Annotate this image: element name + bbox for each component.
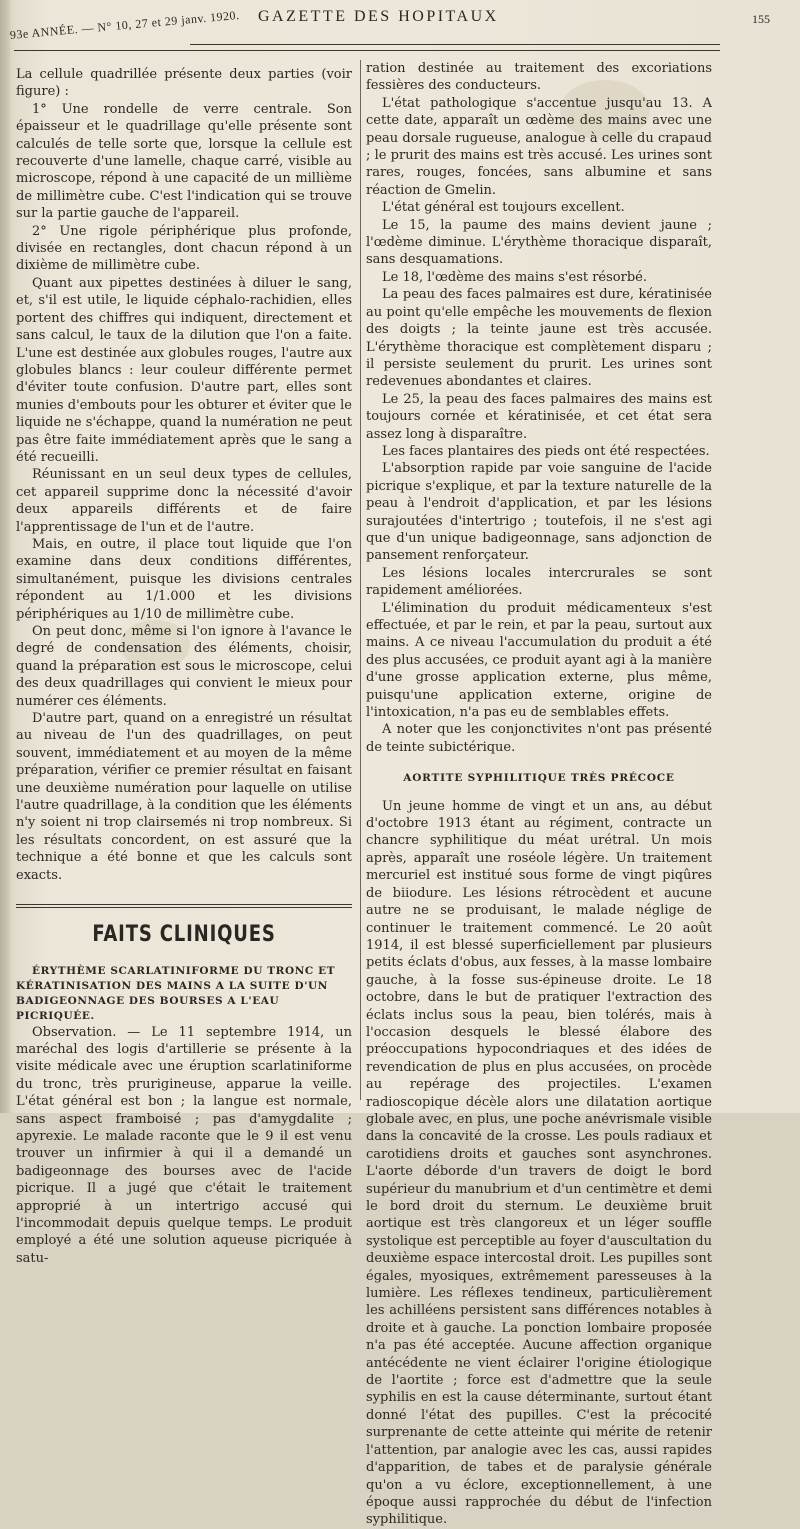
paragraph: Les faces plantaires des pieds ont été respectées. (382, 443, 710, 459)
paragraph: Mais, en outre, il place tout liquide que l'on examine dans deux conditions différentes, simultanément, puisque les divisions centrales répondent au 1/1.000 et les divisions périphériques au 1/10 de millimètre cube. (16, 536, 352, 622)
paragraph: La cellule quadrillée présente deux parties (voir figure) : (16, 67, 352, 100)
section-rule (16, 907, 352, 908)
article-title: ÉRYTHÈME SCARLATINIFORME DU TRONC ET KÉRATINISATION DES MAINS A LA SUITE D'UN BADIGEONNAGE DES BOURSES A L'EAU PICRIQUÉE. (16, 964, 336, 1022)
section-title: FAITS CLINIQUES (92, 922, 276, 948)
page-binding-edge (0, 0, 10, 1113)
paragraph: Le 18, l'œdème des mains s'est résorbé. (382, 269, 647, 285)
right-column (366, 60, 712, 1529)
page-number: 155 (752, 12, 770, 26)
paragraph: On peut donc, même si l'on ignore à l'avance le degré de condensation des éléments, choisir, quand la préparation est sous le microscope, celui des deux quadrillages qui convient le mieux pour numérer ces éléments. (16, 624, 352, 709)
paragraph: Réunissant en un seul deux types de cellules, cet appareil supprime donc la nécessité d'avoir deux appareils différents et de faire l'apprentissage de l'un et de l'autre. (16, 467, 352, 535)
paragraph: 1° Une rondelle de verre centrale. Son épaisseur et le quadrillage qu'elle présente sont calculés de telle sorte que, lorsque la cellule est recouverte d'une lamelle, chaque carré, visible au microscope, répond à une capacité de un millième de millimètre cube. C'est l'indication qui se trouve sur la partie gauche de l'appareil. (16, 101, 352, 222)
paragraph: L'élimination du produit médicamenteux s'est effectuée, et par le rein, et par la peau, surtout aux mains. A ce niveau l'accumulation du produit a été des plus accusées, ce produit ayant agi à la manière d'une grosse application externe, plus même, puisqu'une application externe, origine de l'intoxication, n'a pas eu de semblables effets. (366, 600, 712, 721)
article-title: AORTITE SYPHILITIQUE TRÈS PRÉCOCE (403, 772, 675, 785)
paragraph: Les lésions locales intercrurales se sont rapidement améliorées. (366, 565, 712, 599)
paragraph: L'état pathologique s'accentue jusqu'au 13. A cette date, apparaît un œdème des mains avec une peau dorsale rugueuse, analogue à celle du crapaud ; le prurit des mains est très accusé. Les urines sont rares, rouges, foncées, sans albumine et sans réaction de Gmelin. (366, 95, 712, 198)
issue-info: 93e ANNÉE. — N° 10, 27 et 29 janv. 1920. (9, 7, 241, 42)
header-rule-top (190, 44, 720, 45)
paragraph: La peau des faces palmaires est dure, kératinisée au point qu'elle empêche les mouvements de flexion des doigts ; la teinte jaune est très accusée. L'érythème thoracique est complètement disparu ; il persiste seulement du prurit. Les urines sont redevenues abondantes et claires. (366, 287, 712, 390)
paragraph: Le 25, la peau des faces palmaires des mains est toujours cornée et kératinisée, et cet état sera assez long à disparaître. (366, 391, 712, 442)
column-divider (360, 60, 361, 1100)
paragraph: D'autre part, quand on a enregistré un résultat au niveau de l'un des quadrillages, on peut souvent, immédiatement et au moyen de la même préparation, vérifier ce premier résultat en faisant une deuxième numération pour laquelle on utilise l'autre quadrillage, à la condition que les éléments n'y soient ni trop clairsemés ni trop nombreux. Si les résultats concordent, on est assuré que la technique a été bonne et que les calculs sont exacts. (16, 711, 352, 883)
paragraph: Observation. — Le 11 septembre 1914, un maréchal des logis d'artillerie se présente à la visite médicale avec une éruption scarlatiniforme du tronc, très prurigineuse, apparue la veille. L'état général est bon ; la langue est normale, sans aspect framboisé ; pas d'amygdalite ; apyrexie. Le malade raconte que le 9 il est venu trouver un infirmier à qui il a demandé un badigeonnage des bourses avec de l'acide picrique. Il a jugé que c'était le traitement approprié à un intertrigo accusé qui l'incommodait depuis quelque temps. Le produit employé a été une solution aqueuse picriquée à satu- (16, 1024, 352, 1266)
header-rule-bottom (14, 50, 720, 51)
paragraph: Un jeune homme de vingt et un ans, au début d'octobre 1913 étant au régiment, contracte un chancre syphilitique du méat urétral. Un mois après, apparaît une roséole légère. Un traitement mercuriel est institué sous forme de vingt piqûres de biiodure. Les lésions rétrocèdent et aucune autre ne se produisant, le malade néglige de continuer le traitement commencé. Le 20 août 1914, il est blessé superficiellement par plusieurs petits éclats d'obus, aux fesses, à la masse lombaire gauche, à la fosse sus-épineuse droite. Le 18 octobre, dans le but de pratiquer l'extraction des éclats inclus sous la peau, bien tolérés, mais à l'occasion desquels le blessé élabore des préoccupations hypocondriaques et des idées de revendication de plus en plus accusées, on procède au repérage des projectiles. L'examen radioscopique décèle alors une dilatation aortique globale avec, en plus, une poche anévrismale visible dans la concavité de la crosse. Les pouls radiaux et carotidiens droits et gauches sont asynchrones. L'aorte déborde d'un travers de doigt le bord supérieur du manubrium et d'un centimètre et demi le bord droit du sternum. Le deuxième bruit aortique est très clangoreux et un léger souffle systolique est perceptible au foyer d'auscultation du deuxième espace intercostal droit. Les pupilles sont égales, myosiques, extrêmement paresseuses à la lumière. Les réflexes tendineux, particulièrement les achilléens persistent sans différences notables à droite et à gauche. La ponction lombaire proposée n'a pas été acceptée. Aucune affection organique antécédente ne vient éclairer l'origine étiologique de l'aortite ; force est d'admettre que la seule syphilis en est la cause déterminante, surtout étant donné l'état des pupilles. C'est la précocité surprenante de cette atteinte qui mérite de retenir l'attention, par analogie avec les cas, aussi rapides d'apparition, de tabes et de paralysie générale qu'on a vu éclore, exceptionnellement, à une époque aussi rapprochée du début de l'infection syphilitique. (366, 798, 712, 1528)
paragraph: L'état général est toujours excellent. (382, 200, 625, 216)
paragraph: 2° Une rigole périphérique plus profonde, divisée en rectangles, dont chacun répond à un dixième de millimètre cube. (16, 223, 352, 274)
journal-title: GAZETTE DES HOPITAUX (258, 8, 499, 25)
section-rule (16, 904, 352, 905)
left-column (16, 66, 352, 1267)
paragraph: L'absorption rapide par voie sanguine de l'acide picrique s'explique, et par la texture naturelle de la peau à l'endroit d'application, et par les lésions surajoutées d'intertrigo ; toutefois, il ne s'est agi que d'un unique badigeonnage, sans adjonction de pansement renforçateur. (366, 461, 712, 564)
paragraph: A noter que les conjonctivites n'ont pas présenté de teinte subictérique. (366, 722, 712, 755)
paragraph: Le 15, la paume des mains devient jaune ; l'œdème diminue. L'érythème thoracique disparaît, sans desquamations. (366, 217, 712, 268)
paragraph: ration destinée au traitement des excoriations fessières des conducteurs. (366, 61, 712, 94)
paragraph: Quant aux pipettes destinées à diluer le sang, et, s'il est utile, le liquide céphalo-rachidien, elles portent des chiffres qui indiquent, directement et sans calcul, le taux de la dilution que l'on a faite. L'une est destinée aux globules rouges, l'autre aux globules blancs : leur couleur différente permet d'éviter toute confusion. D'autre part, elles sont munies d'embouts pour les obturer et éviter que le liquide ne s'échappe, quand la numération ne peut pas être faite immédiatement après que le sang a été recueilli. (16, 275, 352, 465)
